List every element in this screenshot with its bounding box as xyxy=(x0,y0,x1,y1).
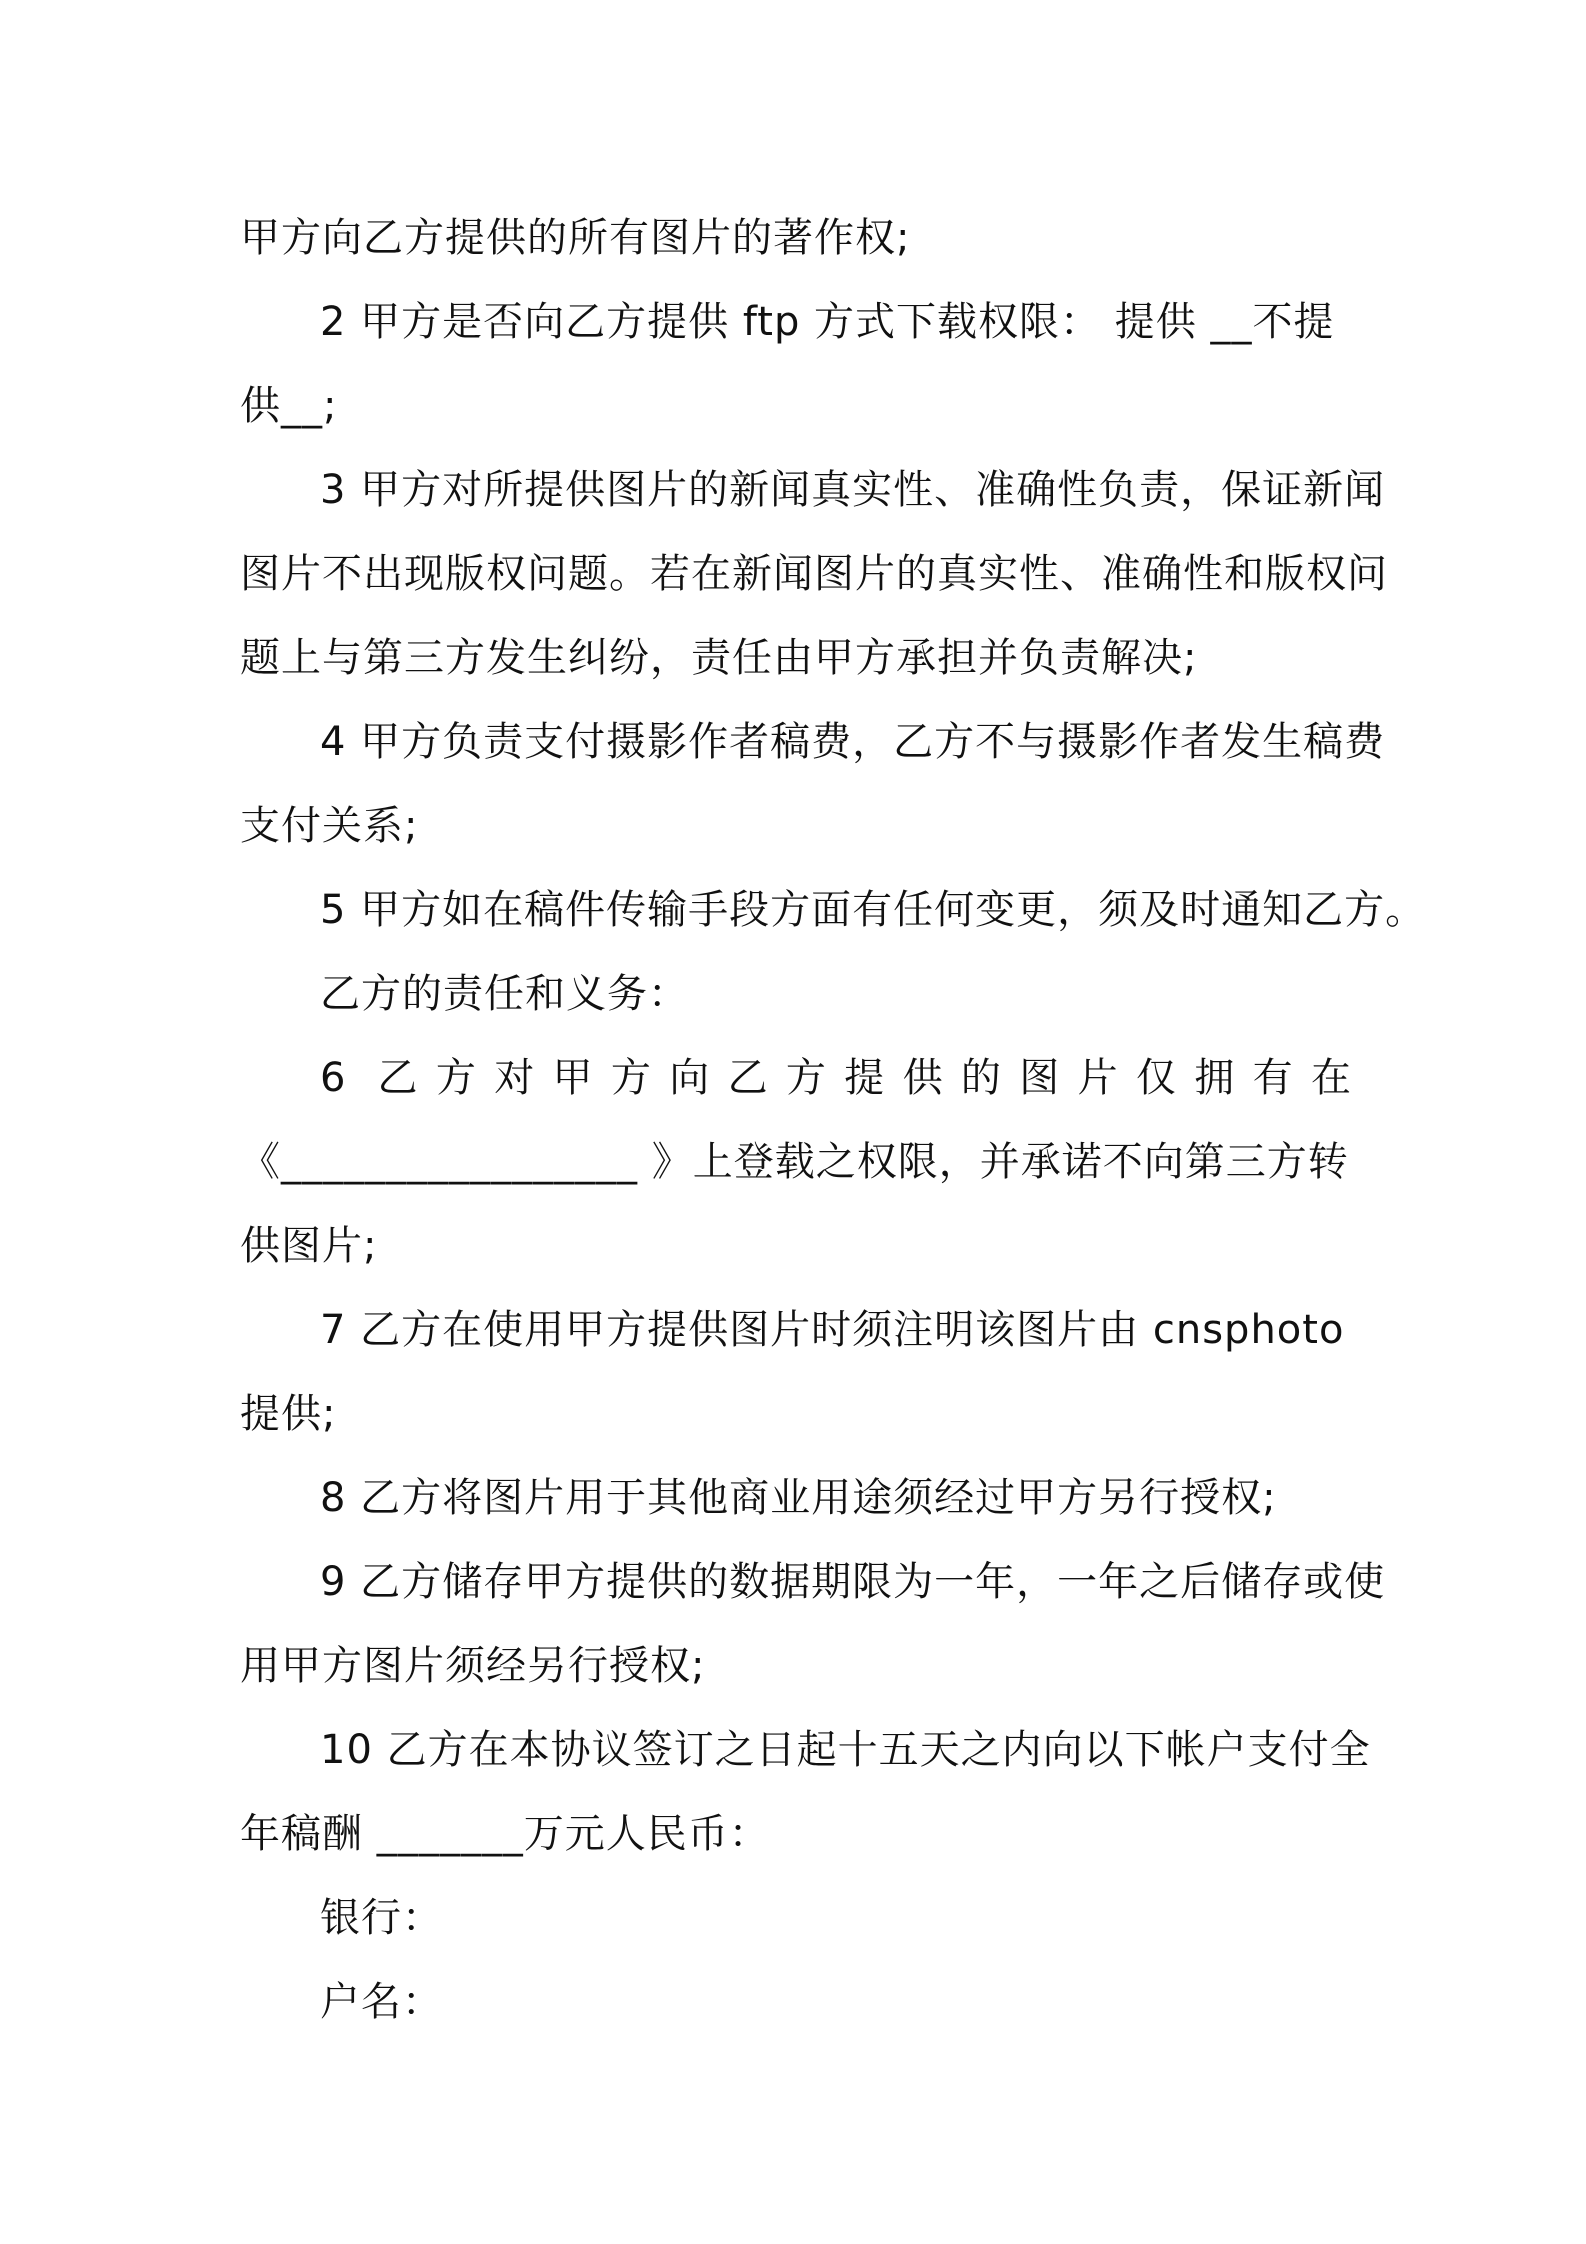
text-line: 题上与第三方发生纠纷，责任由甲方承担并负责解决; xyxy=(240,635,1198,681)
text-line: 图片不出现版权问题。若在新闻图片的真实性、准确性和版权问 xyxy=(240,551,1388,597)
text-line: 7 乙方在使用甲方提供图片时须注明该图片由 cnsphoto xyxy=(320,1307,1345,1353)
text-line: 6 乙方对甲方向乙方提供的图片仅拥有在 xyxy=(320,1055,1352,1101)
text-line: 支付关系; xyxy=(240,803,419,849)
text-line: 5 甲方如在稿件传输手段方面有任何变更，须及时通知乙方。 xyxy=(320,887,1427,933)
text-line: 供图片; xyxy=(240,1223,378,1269)
text-line: 9 乙方储存甲方提供的数据期限为一年，一年之后储存或使 xyxy=(320,1559,1386,1605)
text-line: 用甲方图片须经另行授权; xyxy=(240,1643,706,1689)
text-line: 8 乙方将图片用于其他商业用途须经过甲方另行授权; xyxy=(320,1475,1277,1521)
text-line: 供__; xyxy=(240,383,338,429)
document-body xyxy=(240,196,1427,2044)
bank-label: 银行： xyxy=(320,1895,443,1941)
account-name-label: 户名： xyxy=(320,1979,443,2025)
text-line: 提供; xyxy=(240,1391,337,1437)
text-line: 《_________________ 》上登载之权限，并承诺不向第三方转 xyxy=(240,1139,1349,1185)
text-line: 3 甲方对所提供图片的新闻真实性、准确性负责，保证新闻 xyxy=(320,467,1386,513)
text-line: 年稿酬 _______万元人民币： xyxy=(240,1811,770,1857)
section-heading: 乙方的责任和义务： xyxy=(320,971,689,1017)
text-line: 4 甲方负责支付摄影作者稿费，乙方不与摄影作者发生稿费 xyxy=(320,719,1386,765)
text-line: 甲方向乙方提供的所有图片的著作权; xyxy=(240,215,911,261)
text-line: 2 甲方是否向乙方提供 ftp 方式下载权限： 提供 __不提 xyxy=(320,299,1335,345)
text-line: 10 乙方在本协议签订之日起十五天之内向以下帐户支付全 xyxy=(320,1727,1371,1773)
